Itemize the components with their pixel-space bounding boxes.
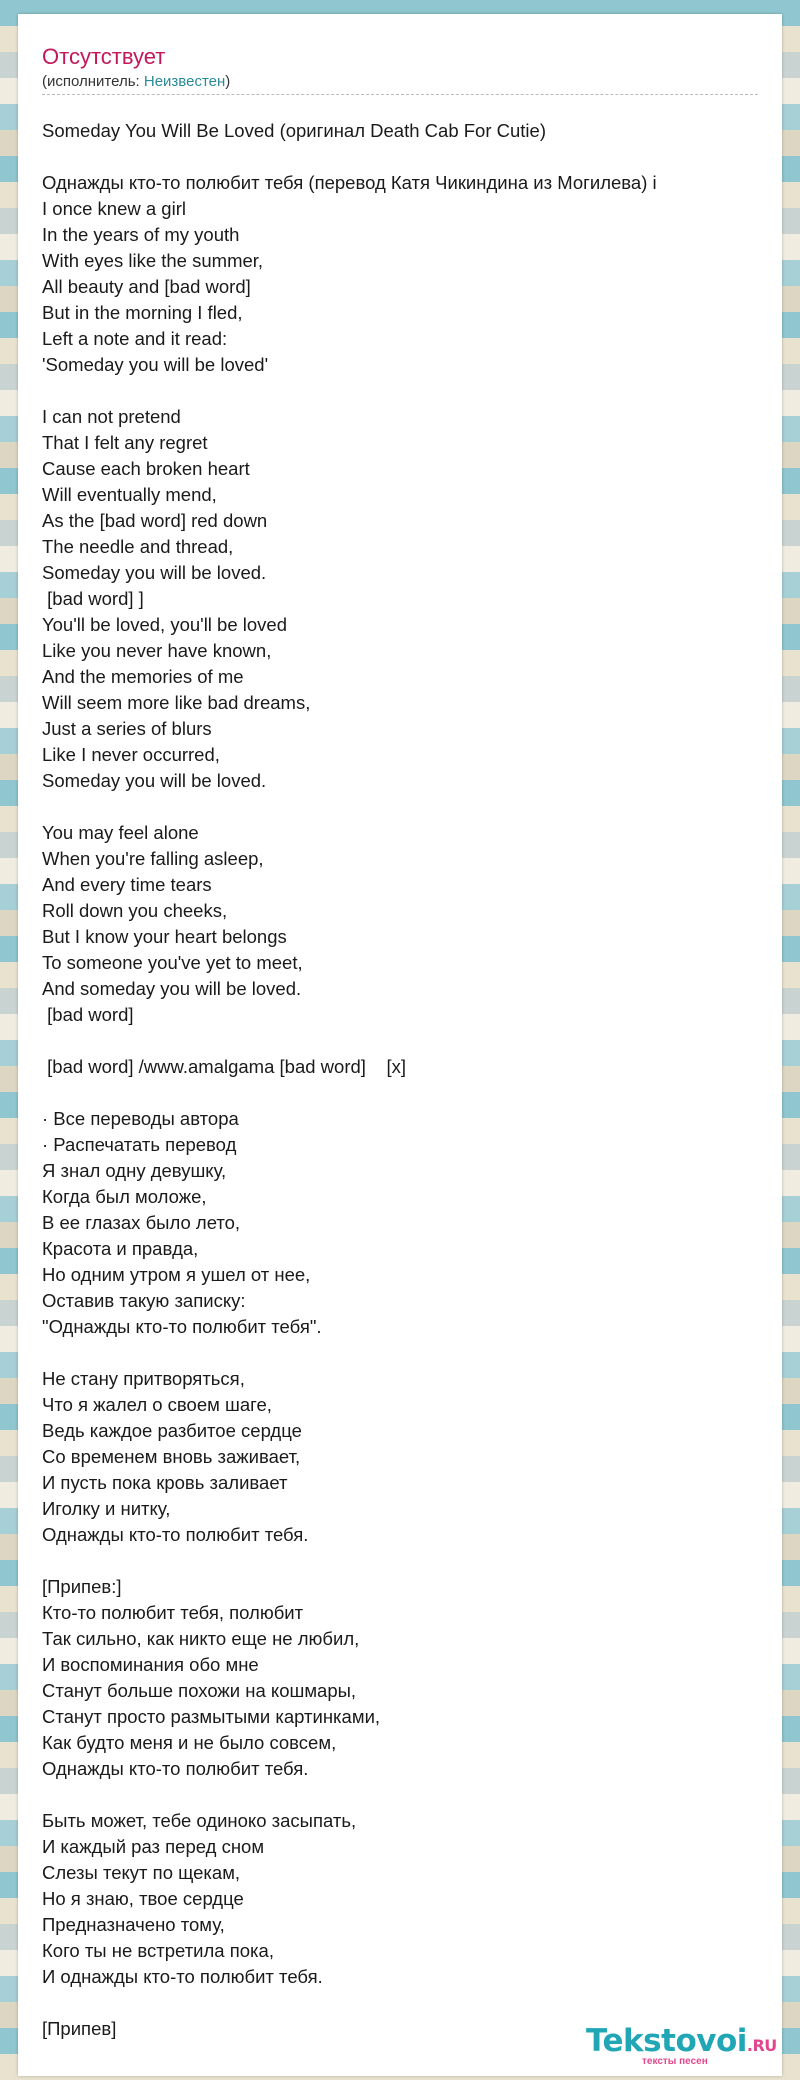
lyric-blank-line <box>42 1340 758 1366</box>
lyric-line: Like you never have known, <box>42 640 272 661</box>
lyric-line: Оставив такую записку: <box>42 1290 246 1311</box>
song-title: Отсутствует <box>42 44 166 69</box>
lyric-line: Cause each broken heart <box>42 458 250 479</box>
lyric-line: Быть может, тебе одиноко засыпать, <box>42 1810 357 1831</box>
lyric-line: With eyes like the summer, <box>42 250 264 271</box>
lyric-line: Что я жалел о своем шаге, <box>42 1394 272 1415</box>
lyric-line: Предназначено тому, <box>42 1914 225 1935</box>
lyric-line: As the [bad word] red down <box>42 510 268 531</box>
lyric-line: All beauty and [bad word] <box>42 276 251 297</box>
lyric-blank-line <box>42 144 758 170</box>
lyric-blank-line <box>42 1028 758 1054</box>
lyric-line: Someday you will be loved. <box>42 562 267 583</box>
lyrics-body <box>42 118 758 2042</box>
lyric-line: But in the morning I fled, <box>42 302 243 323</box>
artist-line <box>42 72 230 92</box>
lyric-line: Не стану притворяться, <box>42 1368 245 1389</box>
logo-tld: .RU <box>746 2036 777 2055</box>
lyric-line: · Распечатать перевод <box>42 1134 237 1155</box>
artist-suffix: ) <box>225 73 231 90</box>
lyric-line: Ведь каждое разбитое сердце <box>42 1420 302 1441</box>
lyric-blank-line <box>42 794 758 820</box>
lyric-line: I once knew a girl <box>42 198 186 219</box>
lyric-line: Но я знаю, твое сердце <box>42 1888 244 1909</box>
lyric-line: And every time tears <box>42 874 212 895</box>
lyric-line: But I know your heart belongs <box>42 926 287 947</box>
artist-prefix: (исполнитель: <box>42 73 144 90</box>
lyric-line: В ее глазах было лето, <box>42 1212 241 1233</box>
lyric-line: Will eventually mend, <box>42 484 217 505</box>
lyric-line: I can not pretend <box>42 406 181 427</box>
lyric-line: И пусть пока кровь заливает <box>42 1472 288 1493</box>
lyric-blank-line <box>42 1782 758 1808</box>
lyric-line: That I felt any regret <box>42 432 208 453</box>
lyric-line: Just a series of blurs <box>42 718 212 739</box>
lyric-line: You'll be loved, you'll be loved <box>42 614 287 635</box>
lyric-line: Когда был моложе, <box>42 1186 207 1207</box>
header-divider <box>42 94 758 95</box>
lyric-line: Как будто меня и не было совсем, <box>42 1732 337 1753</box>
lyric-line: Однажды кто-то полюбит тебя (перевод Катя Чикиндина из Могилева) i <box>42 172 657 193</box>
lyric-line: Красота и правда, <box>42 1238 199 1259</box>
lyric-line: Like I never occurred, <box>42 744 220 765</box>
lyric-blank-line <box>42 1548 758 1574</box>
lyric-line: [bad word] ] <box>42 588 144 609</box>
lyric-line: [bad word] /www.amalgama [bad word] [x] <box>42 1056 406 1077</box>
lyric-line: Однажды кто-то полюбит тебя. <box>42 1758 309 1779</box>
lyric-line: И каждый раз перед сном <box>42 1836 265 1857</box>
lyric-line: Left a note and it read: <box>42 328 228 349</box>
artist-link[interactable]: Неизвестен <box>143 73 226 90</box>
lyric-line: Станут больше похожи на кошмары, <box>42 1680 357 1701</box>
lyric-line: Roll down you cheeks, <box>42 900 228 921</box>
lyric-line: And the memories of me <box>42 666 244 687</box>
lyric-line: [Припев:] <box>42 1576 122 1597</box>
tekstovoi-logo[interactable] <box>586 2024 786 2072</box>
logo-tagline: тексты песен <box>642 2056 708 2067</box>
lyric-line: 'Someday you will be loved' <box>42 354 269 375</box>
lyric-line: "Однажды кто-то полюбит тебя". <box>42 1316 322 1337</box>
lyrics-card <box>18 14 782 2076</box>
logo-name: Tekstovoi <box>586 2023 747 2059</box>
lyric-line: И воспоминания обо мне <box>42 1654 259 1675</box>
lyric-line: You may feel alone <box>42 822 199 843</box>
lyric-line: [bad word] <box>42 1004 134 1025</box>
lyric-line: Слезы текут по щекам, <box>42 1862 241 1883</box>
lyric-line: Someday You Will Be Loved (оригинал Death Cab For Cutie) <box>42 120 546 141</box>
lyric-line: The needle and thread, <box>42 536 234 557</box>
lyric-line: In the years of my youth <box>42 224 240 245</box>
lyric-line: · Все переводы автора <box>42 1108 239 1129</box>
lyric-line: Со временем вновь заживает, <box>42 1446 301 1467</box>
lyric-line: Однажды кто-то полюбит тебя. <box>42 1524 309 1545</box>
lyric-line: И однажды кто-то полюбит тебя. <box>42 1966 323 1987</box>
lyric-line: To someone you've yet to meet, <box>42 952 303 973</box>
lyric-line: Но одним утром я ушел от нее, <box>42 1264 311 1285</box>
lyric-blank-line <box>42 1990 758 2016</box>
lyric-line: Иголку и нитку, <box>42 1498 171 1519</box>
lyric-blank-line <box>42 1080 758 1106</box>
lyric-line: Someday you will be loved. <box>42 770 267 791</box>
lyric-line: And someday you will be loved. <box>42 978 302 999</box>
lyric-line: Станут просто размытыми картинками, <box>42 1706 381 1727</box>
lyric-line: Я знал одну девушку, <box>42 1160 227 1181</box>
lyric-blank-line <box>42 378 758 404</box>
lyric-line: Так сильно, как никто еще не любил, <box>42 1628 360 1649</box>
lyric-line: [Припев] <box>42 2018 117 2039</box>
lyric-line: Will seem more like bad dreams, <box>42 692 311 713</box>
lyric-line: Кто-то полюбит тебя, полюбит <box>42 1602 304 1623</box>
lyric-line: When you're falling asleep, <box>42 848 264 869</box>
lyric-line: Кого ты не встретила пока, <box>42 1940 274 1961</box>
